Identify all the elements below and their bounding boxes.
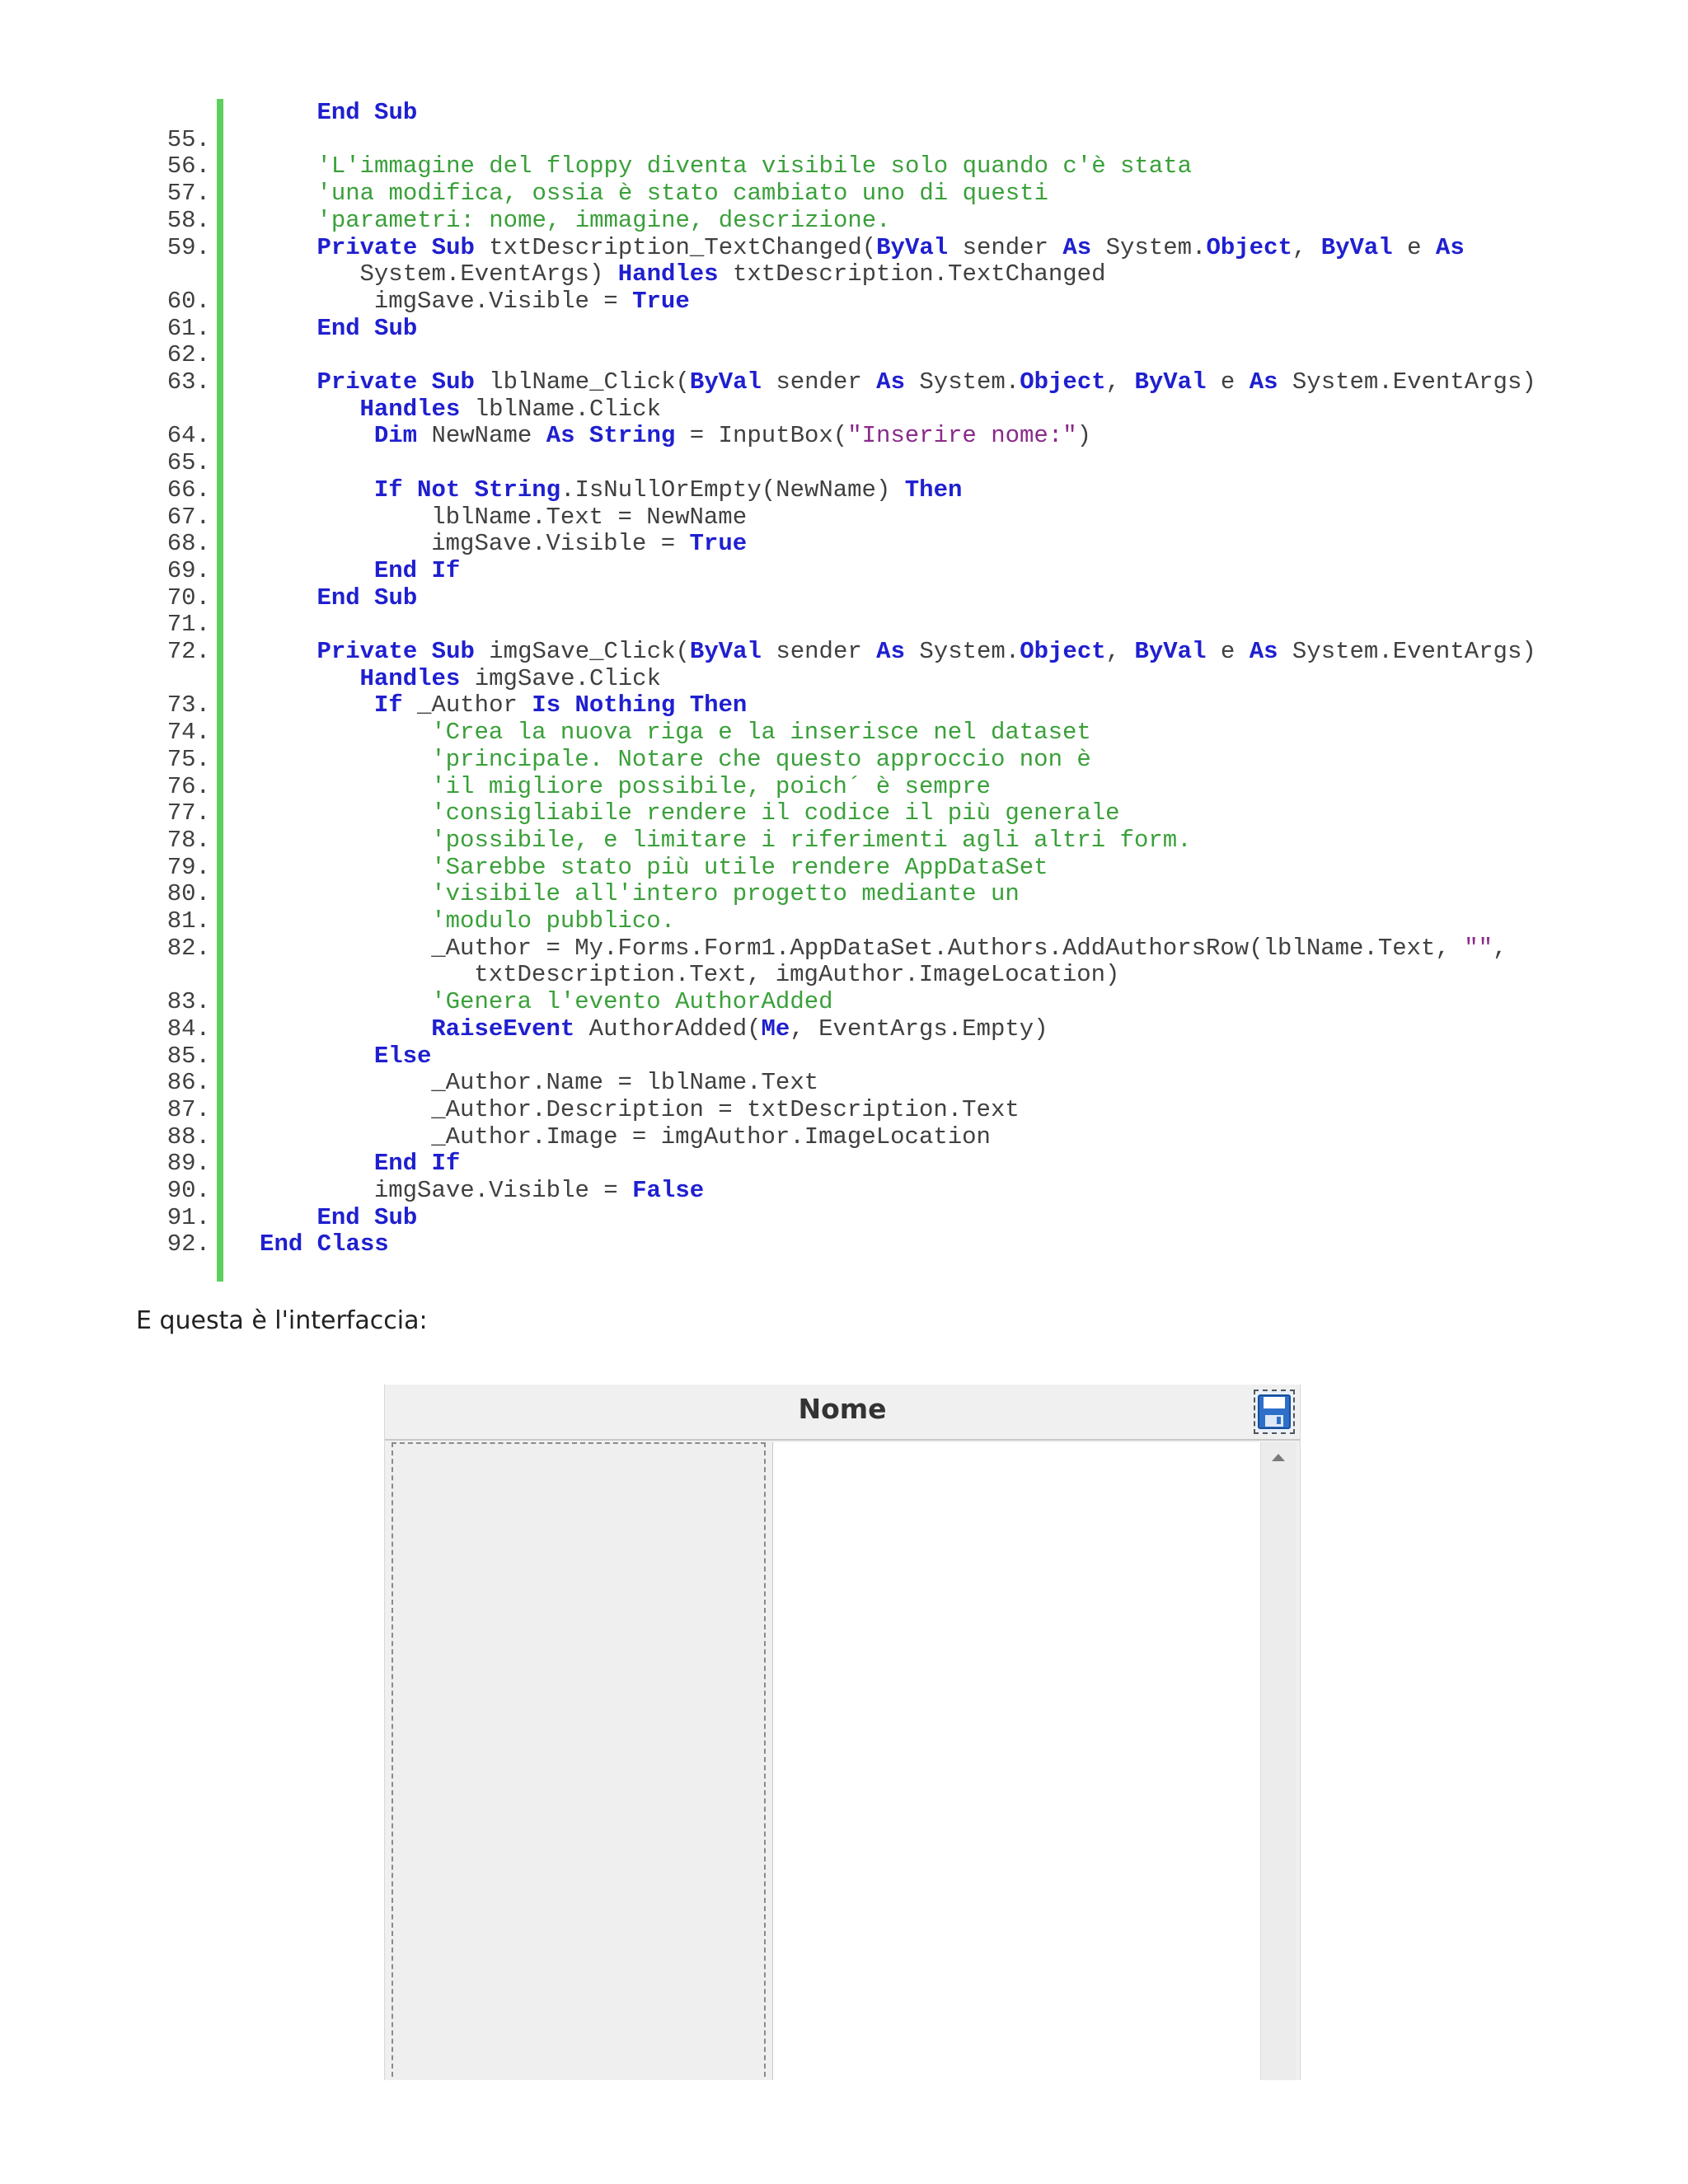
code-line: [132, 422, 1582, 449]
description-textbox[interactable]: [772, 1442, 1296, 2080]
code-listing: [132, 99, 1582, 1282]
comment-token: 'una modifica, ossia è stato cambiato uno di questi: [316, 180, 1048, 208]
code-token: e: [1392, 233, 1436, 261]
code-token: = InputBox(: [675, 422, 848, 450]
code-line: [132, 611, 1582, 638]
code-text: [316, 99, 417, 126]
code-token: System.: [904, 638, 1020, 665]
code-token: e: [1206, 368, 1250, 396]
code-token: sender: [948, 233, 1063, 261]
code-line: [132, 880, 1582, 907]
keyword-token: End Class: [260, 1230, 389, 1258]
line-number: 80.: [166, 880, 210, 908]
code-token: _Author.Image = imgAuthor.ImageLocation: [431, 1122, 991, 1151]
form-header: [385, 1385, 1300, 1441]
scroll-up-arrow-icon[interactable]: [1272, 1454, 1285, 1461]
code-text: [431, 880, 1020, 907]
code-line: [132, 1069, 1582, 1096]
code-token: ,: [1292, 233, 1321, 261]
line-number: 72.: [166, 638, 210, 665]
code-token: ,: [1105, 368, 1135, 396]
code-line: [132, 1123, 1582, 1151]
code-line: [132, 449, 1582, 476]
code-line: [132, 396, 1582, 423]
keyword-token: End Sub: [316, 314, 418, 342]
code-token: ,: [1105, 638, 1135, 665]
code-text: [374, 557, 460, 584]
line-number: 81.: [166, 907, 210, 935]
keyword-token: As: [876, 638, 905, 665]
code-text: [316, 368, 1536, 396]
line-number: 68.: [166, 530, 210, 558]
line-number: 82.: [166, 934, 210, 962]
keyword-token: As: [1249, 638, 1278, 665]
code-line: [132, 557, 1582, 584]
code-token: lblName_Click(: [474, 368, 690, 396]
line-number: 89.: [166, 1150, 210, 1178]
code-text: [360, 260, 1106, 288]
line-number: 61.: [166, 314, 210, 342]
code-line: [132, 368, 1582, 396]
code-line: [132, 665, 1582, 692]
code-token: imgSave.Visible =: [373, 287, 633, 315]
line-number: 62.: [166, 341, 210, 369]
line-number: 78.: [166, 826, 210, 854]
code-line: [132, 773, 1582, 800]
code-text: [431, 773, 991, 800]
code-line: [132, 260, 1582, 288]
keyword-token: False: [632, 1177, 705, 1204]
keyword-token: End Sub: [316, 1203, 418, 1231]
string-token: "Inserire nome:": [847, 422, 1077, 450]
code-line: [132, 907, 1582, 935]
code-token: AuthorAdded(: [574, 1015, 762, 1043]
code-token: lblName.Click: [460, 395, 661, 423]
code-token: txtDescription.TextChanged: [718, 260, 1106, 288]
code-token: System.EventArgs): [1278, 638, 1536, 665]
code-line: [132, 341, 1582, 368]
line-number: 84.: [166, 1015, 210, 1043]
line-number: 75.: [166, 745, 210, 773]
keyword-token: End If: [373, 556, 461, 584]
name-label[interactable]: Nome: [798, 1393, 887, 1425]
keyword-token: Object: [1020, 368, 1106, 396]
code-text: [431, 530, 747, 557]
code-token: imgSave.Visible =: [373, 1177, 633, 1204]
code-line: [132, 476, 1582, 504]
keyword-token: ByVal: [1320, 233, 1393, 261]
floppy-disk-icon: [1255, 1391, 1293, 1432]
code-text: [360, 396, 661, 423]
comment-token: 'L'immagine del floppy diventa visibile solo quando c'è stata: [316, 152, 1193, 180]
keyword-token: As: [1435, 233, 1465, 261]
code-line: [132, 746, 1582, 773]
code-token: ,: [1493, 934, 1507, 962]
line-number: 57.: [166, 180, 210, 208]
code-line: [132, 99, 1582, 126]
code-token: txtDescription_TextChanged(: [474, 233, 877, 261]
line-number: 79.: [166, 853, 210, 881]
code-token: _Author.Name = lblName.Text: [431, 1069, 819, 1097]
code-text: [316, 1204, 417, 1231]
keyword-token: ByVal: [876, 233, 949, 261]
code-line: [132, 1043, 1582, 1070]
keyword-token: As: [1249, 368, 1278, 396]
code-line: [132, 530, 1582, 557]
keyword-token: As: [1062, 233, 1092, 261]
keyword-token: ByVal: [689, 368, 762, 396]
code-text: [316, 234, 1464, 261]
line-number: 76.: [166, 772, 210, 800]
code-token: lblName.Text = NewName: [431, 503, 748, 531]
code-line: [132, 691, 1582, 719]
save-button[interactable]: [1254, 1390, 1295, 1434]
comment-token: 'possibile, e limitare i riferimenti agli altri form.: [431, 826, 1192, 854]
code-line: [132, 152, 1582, 180]
code-line: [132, 288, 1582, 315]
line-number: 73.: [166, 691, 210, 719]
line-number: 85.: [166, 1042, 210, 1070]
code-text: [316, 315, 417, 342]
code-line: [132, 584, 1582, 612]
keyword-token: Then: [904, 476, 963, 504]
code-text: [316, 180, 1048, 207]
string-token: "": [1464, 934, 1493, 962]
code-token: sender: [761, 638, 877, 665]
keyword-token: End Sub: [316, 583, 418, 612]
code-text: [316, 152, 1192, 180]
comment-token: 'Crea la nuova riga e la inserisce nel dataset: [431, 719, 1091, 747]
comment-token: 'Genera l'evento AuthorAdded: [431, 988, 833, 1016]
code-line: [132, 799, 1582, 827]
comment-token: 'parametri: nome, immagine, descrizione.: [316, 206, 891, 234]
line-number: 60.: [166, 287, 210, 315]
line-number: 63.: [166, 368, 210, 396]
keyword-token: As: [876, 368, 905, 396]
keyword-token: As String: [546, 422, 676, 450]
code-text: [374, 288, 690, 315]
line-number: 90.: [166, 1177, 210, 1204]
comment-token: 'visibile all'intero progetto mediante un: [431, 880, 1020, 908]
line-number: 88.: [166, 1122, 210, 1151]
code-line: [132, 180, 1582, 207]
code-text: [374, 1043, 432, 1070]
description-scrollbar[interactable]: [1260, 1442, 1296, 2080]
line-number: 87.: [166, 1095, 210, 1123]
code-token: .IsNullOrEmpty(NewName): [560, 476, 905, 504]
line-number: 77.: [166, 799, 210, 827]
line-number: 91.: [166, 1203, 210, 1231]
keyword-token: Private Sub: [316, 233, 475, 261]
code-line: [132, 988, 1582, 1015]
keyword-token: RaiseEvent: [431, 1015, 575, 1043]
code-text: [374, 422, 1091, 449]
code-token: sender: [761, 368, 877, 396]
code-line: [132, 1096, 1582, 1123]
code-text: [431, 1069, 818, 1096]
line-number: 83.: [166, 988, 210, 1016]
comment-token: 'consigliabile rendere il codice il più generale: [431, 799, 1120, 827]
code-text: [260, 1230, 389, 1258]
line-number: 59.: [166, 233, 210, 261]
code-line: [132, 854, 1582, 881]
code-token: System.: [1091, 233, 1207, 261]
code-text: [431, 988, 832, 1015]
code-text: [316, 207, 890, 234]
keyword-token: Handles: [617, 260, 719, 288]
keyword-token: True: [632, 287, 690, 315]
keyword-token: Dim: [373, 422, 418, 450]
line-number: 64.: [166, 422, 210, 450]
code-token: e: [1206, 638, 1250, 665]
line-number: 55.: [166, 125, 210, 153]
keyword-token: Private Sub: [316, 638, 475, 665]
code-line: [132, 1015, 1582, 1043]
code-text: [316, 638, 1536, 665]
keyword-token: Handles: [359, 664, 461, 692]
code-line: [132, 207, 1582, 234]
code-text: [360, 665, 661, 692]
keyword-token: ByVal: [689, 638, 762, 665]
code-text: [431, 799, 1119, 827]
comment-token: 'Sarebbe stato più utile rendere AppDataSet: [431, 853, 1048, 881]
code-token: _Author: [402, 691, 532, 719]
keyword-token: End If: [373, 1150, 461, 1178]
code-text: [431, 854, 1048, 881]
line-number: 56.: [166, 152, 210, 180]
code-line: [132, 827, 1582, 854]
code-text: [431, 746, 1091, 773]
code-text: [374, 1150, 460, 1177]
keyword-token: ByVal: [1134, 638, 1207, 665]
line-number: 69.: [166, 556, 210, 584]
line-number: 66.: [166, 476, 210, 504]
code-text: [431, 719, 1091, 746]
code-text: [431, 1015, 1048, 1043]
author-picture-box[interactable]: [392, 1442, 766, 2080]
code-line: [132, 1230, 1582, 1258]
code-text: [431, 935, 1507, 962]
line-number: 58.: [166, 206, 210, 234]
code-token: System.: [904, 368, 1020, 396]
code-line: [132, 1204, 1582, 1231]
code-token: System.EventArgs): [359, 260, 618, 288]
code-line: [132, 935, 1582, 962]
code-line: [132, 126, 1582, 153]
code-text: [431, 1123, 991, 1151]
line-number: 67.: [166, 503, 210, 531]
code-line: [132, 719, 1582, 746]
code-line: [132, 315, 1582, 342]
code-line: [132, 234, 1582, 261]
comment-token: 'il migliore possibile, poich´ è sempre: [431, 772, 991, 800]
line-number: 74.: [166, 719, 210, 747]
keyword-token: True: [689, 530, 748, 558]
line-number: 65.: [166, 449, 210, 477]
keyword-token: Object: [1206, 233, 1292, 261]
code-text: [374, 1177, 704, 1204]
code-text: [474, 961, 1119, 988]
code-text: [374, 691, 748, 719]
code-line: [132, 961, 1582, 988]
keyword-token: Else: [373, 1042, 432, 1070]
code-token: _Author = My.Forms.Form1.AppDataSet.Authors.AddAuthorsRow(lblName.Text,: [431, 934, 1465, 962]
code-token: System.EventArgs): [1278, 368, 1536, 396]
keyword-token: Is Nothing Then: [532, 691, 748, 719]
code-text: [431, 907, 675, 935]
keyword-token: End Sub: [316, 99, 418, 126]
code-token: ): [1076, 422, 1092, 450]
code-text: [431, 827, 1191, 854]
code-token: imgSave_Click(: [474, 638, 690, 665]
line-number: 86.: [166, 1069, 210, 1097]
keyword-token: If Not String: [373, 476, 561, 504]
code-text: [431, 504, 747, 531]
keyword-token: If: [373, 691, 403, 719]
code-token: NewName: [417, 422, 546, 450]
caption-text: E questa è l'interfaccia:: [136, 1306, 428, 1335]
keyword-token: Me: [761, 1015, 790, 1043]
code-text: [316, 584, 417, 612]
code-token: imgSave.Click: [460, 664, 661, 692]
code-token: txtDescription.Text, imgAuthor.ImageLocation): [474, 961, 1120, 989]
code-token: _Author.Description = txtDescription.Text: [431, 1095, 1020, 1123]
line-number: 92.: [166, 1230, 210, 1258]
code-token: , EventArgs.Empty): [790, 1015, 1048, 1043]
code-token: imgSave.Visible =: [431, 530, 690, 558]
code-line: [132, 1177, 1582, 1204]
author-form: [384, 1385, 1301, 2080]
line-number: 70.: [166, 583, 210, 612]
code-line: [132, 638, 1582, 665]
code-text: [374, 476, 963, 504]
code-line: [132, 504, 1582, 531]
keyword-token: Object: [1020, 638, 1106, 665]
line-number: 71.: [166, 611, 210, 639]
keyword-token: Private Sub: [316, 368, 475, 396]
code-text: [431, 1096, 1020, 1123]
keyword-token: Handles: [359, 395, 461, 423]
comment-token: 'principale. Notare che questo approccio non è: [431, 745, 1091, 773]
comment-token: 'modulo pubblico.: [431, 907, 676, 935]
code-line: [132, 1150, 1582, 1177]
keyword-token: ByVal: [1134, 368, 1207, 396]
